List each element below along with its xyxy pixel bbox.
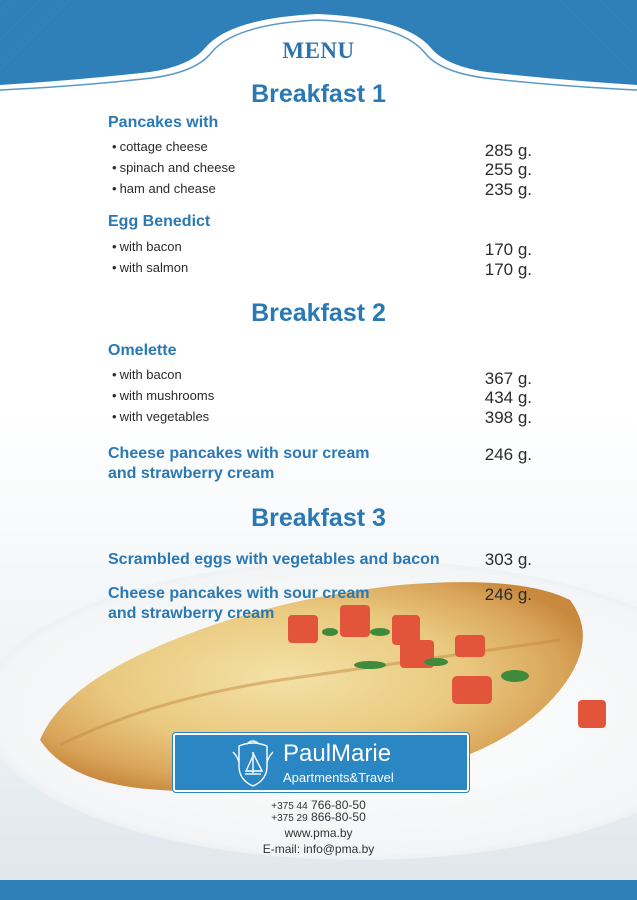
cheese-pancakes-title-line2: and strawberry cream [108, 605, 275, 622]
menu-item: • with bacon [112, 367, 182, 383]
item-weight: 246 g. [484, 445, 532, 464]
cheese-pancakes-title-line2: and strawberry cream [108, 465, 275, 482]
item-weight: 398 g. [484, 408, 532, 427]
scrambled-eggs-title: Scrambled eggs with vegetables and bacon [108, 551, 440, 568]
phone-2 [0, 811, 637, 825]
website-link[interactable]: www.pma.by [284, 826, 353, 840]
menu-item: • with salmon [112, 260, 188, 276]
menu-item: • with mushrooms [112, 388, 214, 404]
egg-benedict-group-title: Egg Benedict [108, 213, 211, 230]
item-weight: 246 g. [484, 585, 532, 604]
item-weight: 367 g. [484, 369, 532, 388]
item-weight: 170 g. [484, 260, 532, 279]
phone-2-prefix: +375 29 [271, 813, 308, 824]
phone-2-number: 866-80-50 [311, 810, 366, 824]
pancakes-group-title: Pancakes with [108, 114, 219, 131]
menu-item: • with bacon [112, 239, 182, 255]
paulmarie-logo-box [173, 733, 469, 792]
breakfast-2-title: Breakfast 2 [251, 299, 386, 327]
item-weight: 285 g. [484, 141, 532, 160]
menu-item: • with vegetables [112, 409, 209, 425]
cheese-pancakes-title-line1: Cheese pancakes with sour cream [108, 445, 370, 462]
item-weight: 170 g. [484, 240, 532, 259]
menu-title: MENU [282, 38, 355, 63]
phone-1-prefix: +375 44 [271, 801, 308, 812]
omelette-group-title: Omelette [108, 342, 177, 359]
email-link[interactable]: E-mail: info@pma.by [262, 842, 375, 856]
phone-1-number: 766-80-50 [311, 798, 366, 812]
menu-item: • ham and chease [112, 181, 216, 197]
item-weight: 434 g. [484, 388, 532, 407]
logo-subtitle: Apartments&Travel [283, 770, 394, 785]
breakfast-1-title: Breakfast 1 [251, 80, 386, 108]
item-weight: 255 g. [484, 160, 532, 179]
logo-name: PaulMarie [283, 740, 392, 767]
item-weight: 235 g. [484, 180, 532, 199]
item-weight: 303 g. [484, 550, 532, 569]
crest-icon [231, 738, 275, 788]
cheese-pancakes-title-line1: Cheese pancakes with sour cream [108, 585, 370, 602]
menu-item: • cottage cheese [112, 139, 208, 155]
breakfast-3-title: Breakfast 3 [251, 504, 386, 532]
menu-item: • spinach and cheese [112, 160, 235, 176]
